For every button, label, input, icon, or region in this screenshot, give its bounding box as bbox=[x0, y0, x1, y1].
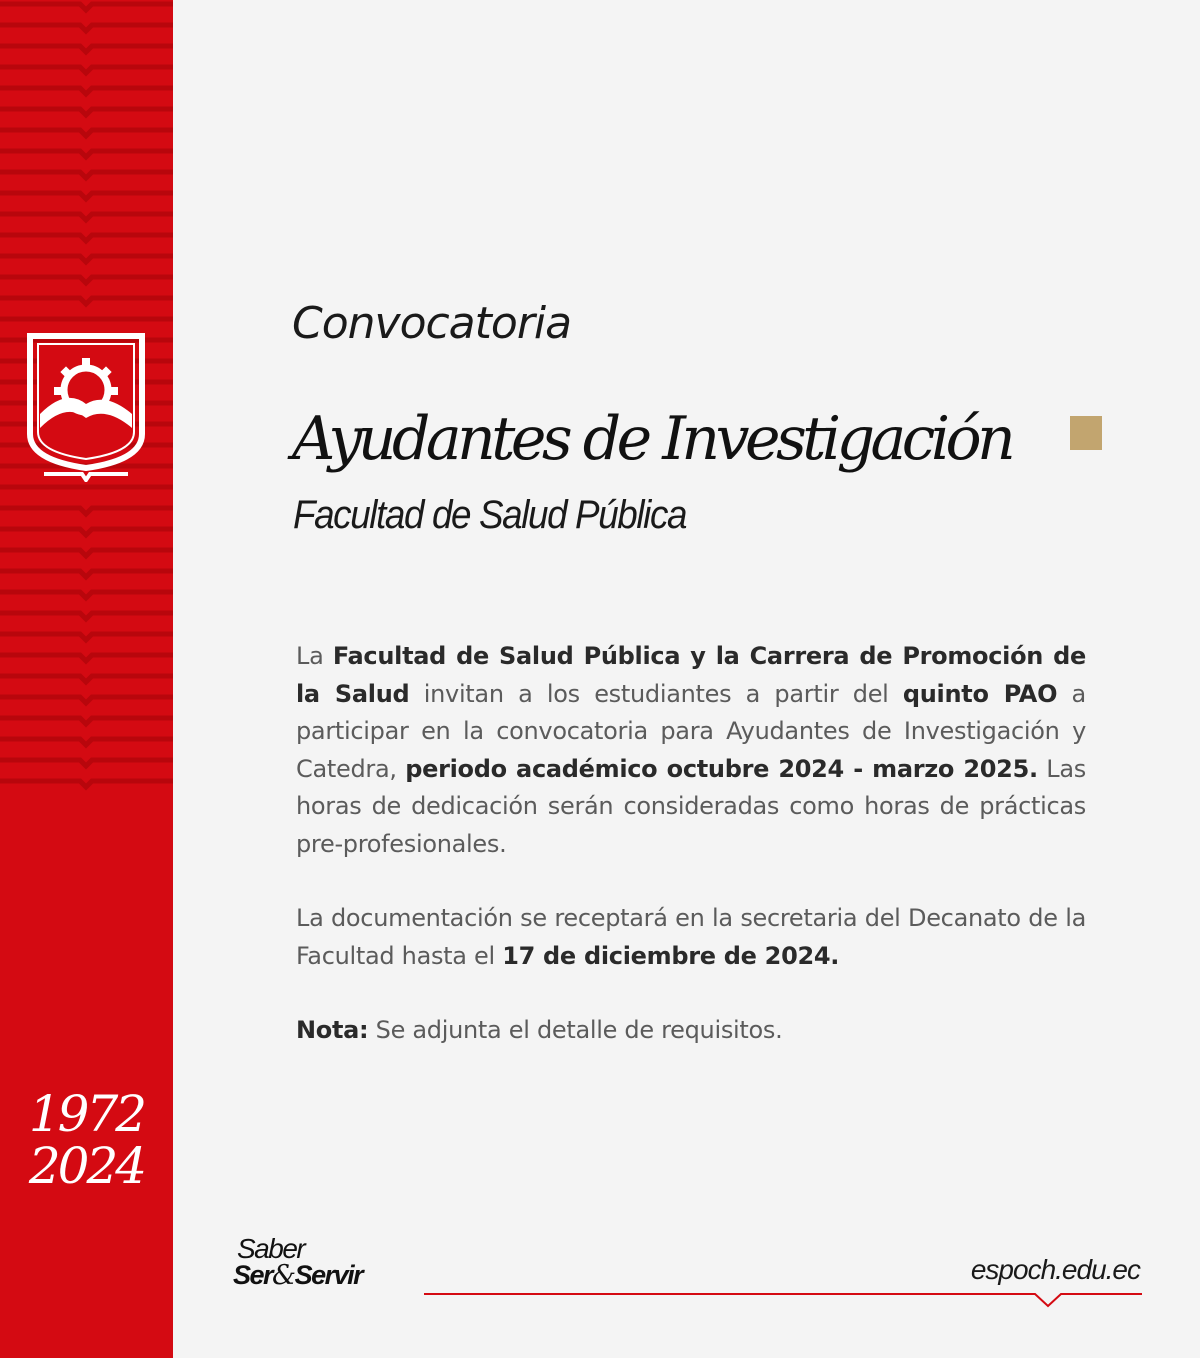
kicker-label: Convocatoria bbox=[292, 298, 572, 349]
note-text: Se adjunta el detalle de requisitos. bbox=[368, 1016, 783, 1044]
footer-divider bbox=[420, 1280, 1150, 1320]
deadline-paragraph bbox=[296, 900, 1086, 975]
faculty-name: Facultad de Salud Pública y la Carrera de Promoción de la Salud bbox=[296, 642, 1087, 708]
stripe-line bbox=[0, 508, 173, 514]
stripe-line bbox=[0, 298, 173, 304]
slogan-line-2 bbox=[233, 1262, 362, 1289]
stripe-line bbox=[0, 193, 173, 199]
announcement-paragraph bbox=[296, 638, 1086, 863]
stripe-line bbox=[0, 67, 173, 73]
text-span: La bbox=[296, 642, 333, 670]
level-requirement: quinto PAO bbox=[902, 679, 1058, 708]
espoch-crest-icon bbox=[26, 332, 146, 482]
year-start: 1972 bbox=[28, 1085, 145, 1143]
text-span: invitan a los estudiantes a partir del bbox=[409, 679, 903, 708]
stripe-line bbox=[0, 529, 173, 535]
note-paragraph bbox=[296, 1012, 1086, 1050]
slogan-ser: Ser bbox=[233, 1260, 273, 1290]
slogan-logo bbox=[233, 1233, 363, 1291]
stripe-line bbox=[0, 676, 173, 682]
stripe-line bbox=[0, 4, 173, 10]
slogan-servir: Servir bbox=[294, 1260, 363, 1290]
stripe-line bbox=[0, 613, 173, 619]
stripe-line bbox=[0, 739, 173, 745]
accent-square bbox=[1070, 416, 1102, 450]
stripe-line bbox=[0, 25, 173, 31]
academic-period: periodo académico octubre 2024 - marzo 2025. bbox=[405, 754, 1038, 783]
year-end: 2024 bbox=[28, 1137, 145, 1195]
stripe-line bbox=[0, 46, 173, 52]
stripe-line bbox=[0, 214, 173, 220]
stripe-line bbox=[0, 172, 173, 178]
page-title: Ayudantes de Investigación bbox=[292, 404, 1012, 474]
stripe-line bbox=[0, 277, 173, 283]
text-span: La documentación se receptará en la secretaria del Decanato de la Facultad hasta el bbox=[296, 904, 1086, 970]
stripe-line bbox=[0, 88, 173, 94]
stripe-line bbox=[0, 571, 173, 577]
stripe-line bbox=[0, 109, 173, 115]
website-link[interactable]: espoch.edu.ec bbox=[970, 1254, 1140, 1285]
stripe-line bbox=[0, 550, 173, 556]
text-span: a participar en la convocatoria para Ayudantes de Investigación y Catedra, bbox=[296, 679, 1086, 783]
stripe-line bbox=[0, 718, 173, 724]
stripe-line bbox=[0, 235, 173, 241]
text-span: Las horas de dedicación serán consideradas como horas de prácticas pre-profesionales. bbox=[296, 754, 1086, 858]
page-subtitle: Facultad de Salud Pública bbox=[293, 493, 687, 537]
deadline-date: 17 de diciembre de 2024. bbox=[502, 941, 840, 970]
slogan-ampersand: & bbox=[272, 1260, 295, 1291]
note-label: Nota: bbox=[296, 1016, 369, 1044]
stripe-line bbox=[0, 781, 173, 787]
red-sidebar bbox=[0, 0, 173, 1358]
stripe-line bbox=[0, 256, 173, 262]
stripe-line bbox=[0, 655, 173, 661]
stripe-line bbox=[0, 697, 173, 703]
stripe-line bbox=[0, 592, 173, 598]
stripe-line bbox=[0, 760, 173, 766]
stripe-line bbox=[0, 130, 173, 136]
stripe-line bbox=[0, 151, 173, 157]
stripe-line bbox=[0, 634, 173, 640]
slogan-line-1: Saber bbox=[237, 1233, 305, 1264]
